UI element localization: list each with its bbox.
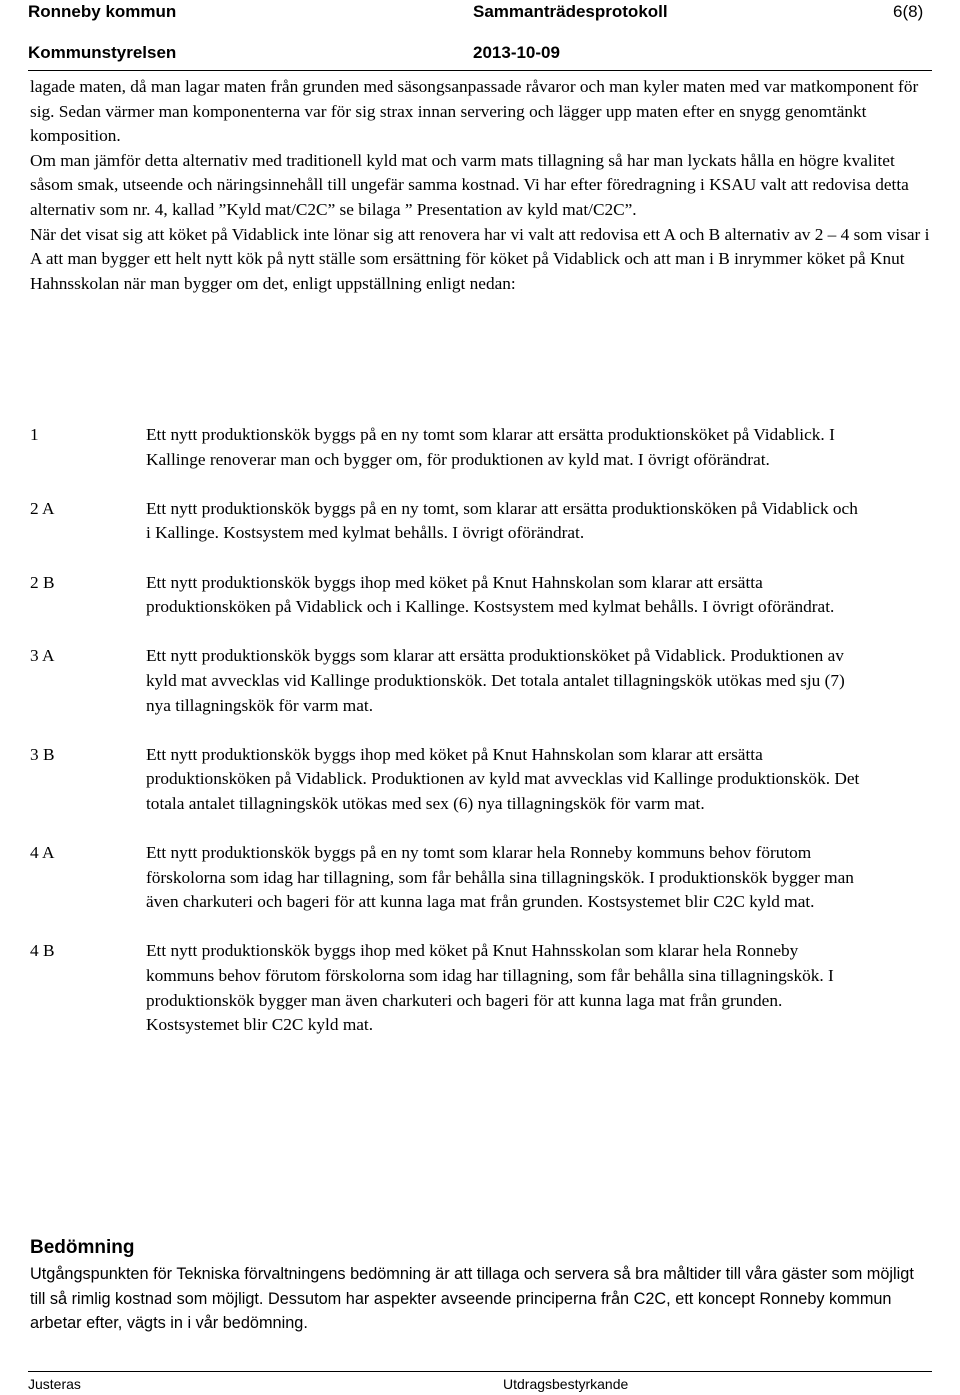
paragraph-2: Om man jämför detta alternativ med traditionell kyld mat och varm mats tillagning så har man lyckats hålla en högre kvalitet såsom smak, utseende och näringsinnehåll till ungefär samma kostnad. Vi har efter föredragning i KSAU valt att redovisa detta alternativ som nr. 4, kallad ”Kyld mat/C2C” se bilaga ” Presentation av kyld mat/C2C”. [30,150,909,219]
footer-justeras: Justeras [28,1376,81,1392]
alternative-number: 2 A [30,498,55,518]
alternative-number: 2 B [30,572,55,592]
alternative-item [30,743,930,817]
alternative-description: Ett nytt produktionskök byggs ihop med köket på Knut Hahnskolan som klarar att ersätta produktionsköken på Vidablick. Produktionen av kyld mat avvecklas vid Kallinge produktionskök. Det totala antalet tillagningskök utökas med sex (6) nya tillagningskök för varm mat. [146,744,860,813]
alternative-description: Ett nytt produktionskök byggs ihop med köket på Knut Hahnsskolan som klarar hela Ronneby kommuns behov förutom förskolorna som idag har tillagning, som får behålla sina tillagningskök. I produktionskök bygger man även charkuteri och bageri för att kunna laga mat från grunden. Kostsystemet blir C2C kyld mat. [146,941,834,1035]
alternative-description: Ett nytt produktionskök byggs ihop med köket på Knut Hahnskolan som klarar att ersätta produktionsköken på Vidablick och i Kallinge. Kostsystem med kylmat behålls. I övrigt oförändrat. [146,572,835,617]
alternative-description: Ett nytt produktionskök byggs som klarar att ersätta produktionsköket på Vidablick. Produktionen av kyld mat avvecklas vid Kallinge produktionskök. Det totala antalet tillagningskök utökas med sju (7) nya tillagningskök för varm mat. [146,646,845,715]
alternative-number: 3 A [30,646,55,666]
meeting-date: 2013-10-09 [473,43,560,62]
alternative-number: 4 B [30,941,55,961]
alternative-item [30,571,930,620]
assessment-text: Utgångspunkten för Tekniska förvaltningens bedömning är att tillaga och servera så bra måltider till våra gäster som möjligt till så rimlig kostnad som möjligt. Dessutom har aspekter avseende principerna från C2C, ett koncept Ronneby kommun arbetar efter, vägts in i vår bedömning. [30,1265,914,1332]
header-divider [28,70,932,71]
page-number: 6(8) [893,2,924,21]
assessment-heading: Bedömning [30,1237,135,1258]
alternative-description: Ett nytt produktionskök byggs på en ny tomt, som klarar att ersätta produktionsköken på Vidablick och i Kallinge. Kostsystem med kylmat behålls. I övrigt oförändrat. [146,498,858,543]
alternative-number: 1 [30,425,39,444]
alternatives-list [30,423,930,1062]
body-text [30,75,930,296]
alternative-item [30,497,930,546]
alternative-description: Ett nytt produktionskök byggs på en ny tomt som klarar att ersätta produktionsköket på Vidablick. I Kallinge renoverar man och bygger om, för produktionen av kyld mat. I övrigt oförändrat. [146,425,835,469]
municipality-name: Ronneby kommun [28,2,177,21]
footer-certification: Utdragsbestyrkande [503,1376,629,1392]
footer-divider [28,1371,932,1372]
alternative-item [30,841,930,915]
alternative-item [30,423,930,472]
paragraph-3: När det visat sig att köket på Vidablick inte lönar sig att renovera har vi valt att redovisa ett A och B alternativ av 2 – 4 som visar i A att man bygger ett helt nytt kök på nytt ställe som ersättning för köket på Vidablick och att man i B inrymmer köket på Knut Hahnsskolan när man bygger om det, enligt uppställning enligt nedan: [30,224,930,293]
alternative-item [30,644,930,718]
board-name: Kommunstyrelsen [28,43,177,62]
document-type: Sammanträdesprotokoll [473,2,668,21]
paragraph-1: lagade maten, då man lagar maten från grunden med säsongsanpassade råvaror och man kyler maten med var matkomponent för sig. Sedan värmer man komponenterna var för sig strax innan servering och lägger upp maten efter en snygg genomtänkt komposition. [30,77,919,146]
alternative-description: Ett nytt produktionskök byggs på en ny tomt som klarar hela Ronneby kommuns behov förutom förskolorna som idag har tillagning, som får behålla sina tillagningskök. I produktionskök bygger man även charkuteri och bageri för att kunna laga mat från grunden. Kostsystemet blir C2C kyld mat. [146,843,854,912]
alternative-item [30,939,930,1037]
alternative-number: 4 A [30,843,55,863]
alternative-number: 3 B [30,744,55,764]
